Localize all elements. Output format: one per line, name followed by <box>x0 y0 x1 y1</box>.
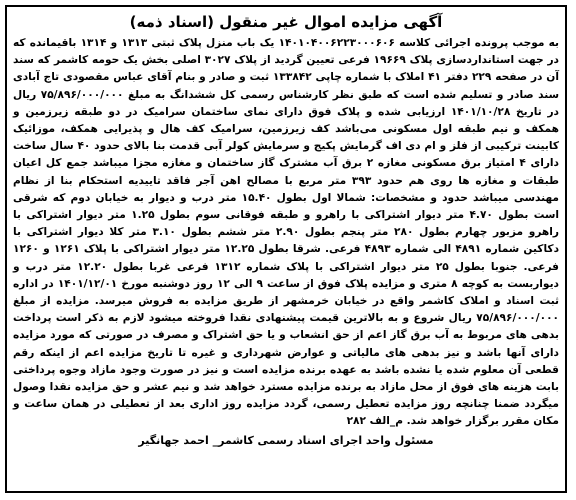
notice-title: آگهی مزایده اموال غیر منقول (اسناد ذمه) <box>129 13 443 31</box>
notice-box <box>5 5 567 493</box>
notice-body: به موجب پرونده اجرائی کلاسه ۱۴۰۱۰۴۰۰۶۲۲۳۰۰۰۶۰۶ یک باب منزل پلاک ثبتی ۱۳۱۳ و ۱۳۱۴ باقیمانده که در جهت استانداردسازی پلاک ۱۹۶۶۹ فرعی تعیین گردید از پلاک ۳۰۲۷ اصلی بخش یک حومه کاشمر که سند آن در صفحه ۲۲۹ دفتر ۴۱ املاک با شماره چاپی ۱۳۳۸۴۲ ثبت و صادر و بنام آقای عباس مقصودی تاج آبادی سند صادر و تسلیم شده است که طبق نظر کارشناس رسمی کل ششدانگ به مبلغ ۷۵/۸۹۶/۰۰۰/۰۰۰ ریال در تاریخ ۱۴۰۱/۱۰/۲۸ ارزیابی شده و پلاک فوق دارای نمای ساختمان سرامیک در دو طبقه زیرزمین و همکف و نیم طبقه اول مسکونی می‌باشد کف زیرزمین، سرامیک کف هال و پذیرایی همکف، موزائیک کابینت ترکیبی از فلز و ام دی اف گرمایش پکیج و سرمایش کولر آبی قدمت بنا بالای حدود ۴۰ سال ساخت دارای ۴ امتیاز برق مسکونی مغازه ۲ برق آب مشترک گاز ساختمان و مغازه مجزا میباشد جمع کل اعیان طبقات و مغازه ها روی هم حدود ۳۹۳ متر مربع با مصالح اهن آجر فاقد تاییدیه استحکام بنا از نظام مهندسی میباشد حدود و مشخصات: شمالا اول بطول ۱۵.۴۰ متر درب و دیوار به خیابان دوم که شرقی است بطول ۴.۷۰ متر دیوار اشتراکی با راهرو و طبقه فوقانی سوم بطول ۱.۲۵ متر دیوار اشتراکی با راهرو مزبور چهارم بطول ۲۸۰ متر پنجم بطول ۲.۹۰ متر ششم بطول ۳.۱۰ متر کلا دیوار اشتراکی با دکاکین شماره ۴۸۹۱ الی شماره ۴۸۹۳ فرعی. شرقا بطول ۱۲.۲۵ متر دیوار اشتراکی با پلاک ۱۲۶۱ و ۱۲۶۰ فرعی. جنوبا بطول ۲۵ متر دیوار اشتراکی با پلاک شماره ۱۳۱۲ فرعی غربا بطول ۱۲.۲۰ متر درب و دیواربست به کوچه ۸ متری و مزایده پلاک فوق از ساعت ۹ الی ۱۲ روز دوشنبه مورخ ۱۴۰۱/۱۲/۰۱ در اداره ثبت اسناد و املاک کاشمر واقع در خیابان خرمشهر از طریق مزایده به فروش میرسد. مزایده از مبلغ ۷۵/۸۹۶/۰۰۰/۰۰۰ ریال شروع و به بالاترین قیمت پیشنهادی نقدا فروخته میشود لازم به ذکر است پرداخت بدهی های مربوط به آب برق گاز اعم از حق انشعاب و یا حق اشتراک و مصرف در صورتی که مورد مزایده دارای آنها باشد و نیز بدهی های مالیاتی و عوارض شهرداری و غیره تا تاریخ مزایده اعم از اینکه رقم قطعی آن معلوم شده یا نشده باشد به عهده برنده مزایده است و نیز در صورت وجود مازاد وجوه پرداختی بابت هزینه های فوق از محل مازاد به برنده مزایده مسترد خواهد شد و نیم عشر و حق مزایده نقدا وصول میگردد ضمنا چنانچه روز مزایده تعطیل رسمی، گردد مزایده روز اداری بعد از تعطیلی در همان ساعت و مکان مقرر برگزار خواهد شد. م_الف ۲۸۲ <box>13 37 560 428</box>
notice-signature: مسئول واحد اجرای اسناد رسمی کاشمر_ احمد جهانگیر <box>138 433 434 447</box>
